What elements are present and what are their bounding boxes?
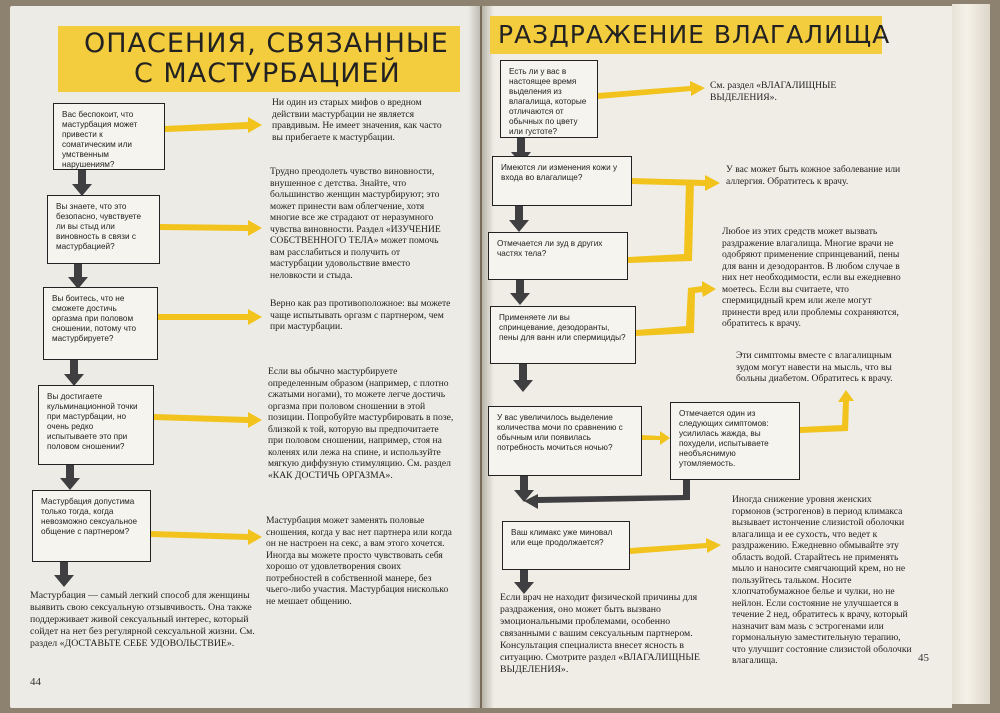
r-no-arrow-2 — [509, 206, 529, 232]
yes-arrow-1 — [165, 117, 262, 133]
r-yes-arrow-6 — [800, 390, 854, 433]
question-box-5: Мастурбация допустима только тогда, когда невозможно сексуальное общение с партнером? — [32, 490, 151, 562]
right-footer-note: Если врач не находит физической причины для раздражения, оно может быть вызвано эмоциональными проблемами, особенно связанными с вашим сексуальным партнером. Консультация специалиста внесет ясность в ситуацию. Смотрите раздел «ВЛАГАЛИЩНЫЕ ВЫДЕЛЕНИЯ». — [500, 592, 700, 675]
r-yes-arrow-4 — [636, 281, 716, 336]
r-question-box-1: Есть ли у вас в настоящее время выделения из влагалища, которые отличаются от обычных по цвету или густоте? — [500, 60, 598, 138]
r-no-arrow-3 — [510, 280, 530, 305]
r-question-box-5: У вас увеличилось выделение количества мочи по сравнению с обычным или появилась потребность мочиться ночью? — [488, 406, 642, 476]
page-number-right: 45 — [918, 652, 929, 664]
r-yes-arrow-7 — [630, 538, 721, 554]
r-yes-arrow-5 — [642, 431, 670, 445]
r-question-box-6: Отмечается один из следующих симптомов: усилилась жажда, вы похудели, испытываете необъяснимую утомляемость. — [670, 402, 800, 480]
left-title-line1: ОПАСЕНИЯ, СВЯЗАННЫЕ — [84, 28, 449, 59]
question-box-1: Вас беспокоит, что мастурбация может привести к соматическим или умственным нарушениям? — [53, 103, 165, 170]
question-box-4: Вы достигаете кульминационной точки при мастурбации, но очень редко испытываете это при половом сношении? — [38, 385, 154, 465]
yes-arrow-5 — [151, 529, 262, 545]
r-yes-arrow-2 — [632, 175, 720, 191]
r-answer-1: См. раздел «ВЛАГАЛИЩНЫЕ ВЫДЕЛЕНИЯ». — [710, 80, 837, 103]
right-title: РАЗДРАЖЕНИЕ ВЛАГАЛИЩА — [498, 20, 891, 49]
question-box-3: Вы боитесь, что не сможете достичь оргазма при половом сношении, потому что мастурбируете? — [43, 287, 158, 360]
yes-arrow-4 — [154, 412, 262, 428]
r-no-connector-6 — [524, 480, 690, 509]
answer-1: Ни один из старых мифов о вредном действии мастурбации не является правдивым. Не имеет значения, как часто вы прибегаете к мастурбации. — [272, 97, 442, 143]
r-question-box-7: Ваш климакс уже миновал или еще продолжается? — [502, 521, 630, 570]
r-yes-arrow-1 — [598, 81, 705, 99]
r-no-arrow-7 — [514, 570, 534, 594]
answer-2: Трудно преодолеть чувство виновности, внушенное с детства. Знайте, что большинство женщин мастурбируют; это может принести вам облегчение, хотя многие все же страдают от неразумного чувства виновности. Раздел «ИЗУЧЕНИЕ СОБСТВЕННОГО ТЕЛА» может помочь вам расслабиться и получить от мастурбации удовольствие вместо неловкости и стыда. — [270, 166, 441, 281]
left-footer-note: Мастурбация — самый легкий способ для женщины выявить свою сексуальную отзывчивость. Она также поддерживает живой сексуальный интерес, который сойдет на нет без регулярной сексуальной жизни. См. раздел «ДОСТАВЬТЕ СЕБЕ УДОВОЛЬСТВИЕ». — [30, 590, 255, 649]
r-answer-4: Эти симптомы вместе с влагалищным зудом могут навести на мысль, что вы больны диабетом. Обратитесь к врачу. — [736, 350, 893, 384]
no-arrow-3 — [64, 360, 84, 386]
no-arrow-2 — [68, 264, 88, 289]
answer-5: Мастурбация может заменять половые сношения, когда у вас нет партнера или когда он не настроен на секс, а вам этого хочется. Иногда вы можете просто чувствовать себя хорошо от удовлетворения своих потребностей в собственной манере, без чьего-либо участия. Мастурбация нисколько не мешает общению. — [266, 515, 452, 607]
answer-4: Если вы обычно мастурбируете определенным образом (например, с плотно сжатыми ногами), то можете легче достичь оргазма при половом сношении в этой позиции. Попробуйте мастурбировать в позе, близкой к той, которую вы предпочитаете при половом сношении, например, стоя на коленях или лежа на спине, и используйте мягкую диффузную стимуляцию. См. раздел «КАК ДОСТИЧЬ ОРГАЗМА». — [268, 366, 454, 481]
r-question-box-4: Применяете ли вы спринцевание, дезодоранты, пены для ванн или спермициды? — [490, 306, 636, 364]
r-question-box-2: Имеются ли изменения кожи у входа во влагалище? — [492, 156, 632, 206]
no-arrow-4 — [60, 465, 80, 490]
no-arrow-5 — [54, 562, 74, 587]
r-answer-3: Любое из этих средств может вызвать раздражение влагалища. Многие врачи не одобряют применение спринцеваний, пены для ванн и дезодорантов. В любом случае в них нет необходимости, если вы ежедневно моетесь. Если вы считаете, что спермицидный крем или желе могут принести вред или проблемы сохраняются, обратитесь к врачу. — [722, 226, 901, 329]
no-arrow-1 — [72, 170, 92, 196]
r-yes-arrow-3 — [628, 182, 694, 263]
r-no-arrow-4 — [513, 364, 533, 392]
answer-3: Верно как раз противоположное: вы можете чаще испытывать оргазм с партнером, чем при мастурбации. — [270, 298, 451, 332]
yes-arrow-2 — [160, 220, 262, 236]
left-title-line2: С МАСТУРБАЦИЕЙ — [134, 58, 401, 89]
r-answer-5: Иногда снижение уровня женских гормонов (эстрогенов) в период климакса вызывает истончение слизистой оболочки влагалища и ее сухость, что ведет к раздражению. Ежедневно обмывайте эту область водой. Старайтесь не применять мыло и наносите смягчающий крем, но не пользуйтесь тальком. Носите хлопчатобумажное белье и чулки, но не нейлон. Если состояние не улучшается в течение 2 нед, обратитесь к врачу, который назначит вам мазь с эстрогенами или гормональную заместительную терапию, что улучшит состояние слизистой оболочки влагалища. — [732, 494, 912, 666]
r-question-box-3: Отмечается ли зуд в других частях тела? — [488, 232, 628, 280]
question-box-2: Вы знаете, что это безопасно, чувствуете ли вы стыд или виновность в связи с мастурбацией? — [47, 195, 160, 264]
r-answer-2: У вас может быть кожное заболевание или аллергия. Обратитесь к врачу. — [726, 164, 901, 187]
yes-arrow-3 — [158, 309, 262, 325]
page-number-left: 44 — [30, 676, 41, 688]
